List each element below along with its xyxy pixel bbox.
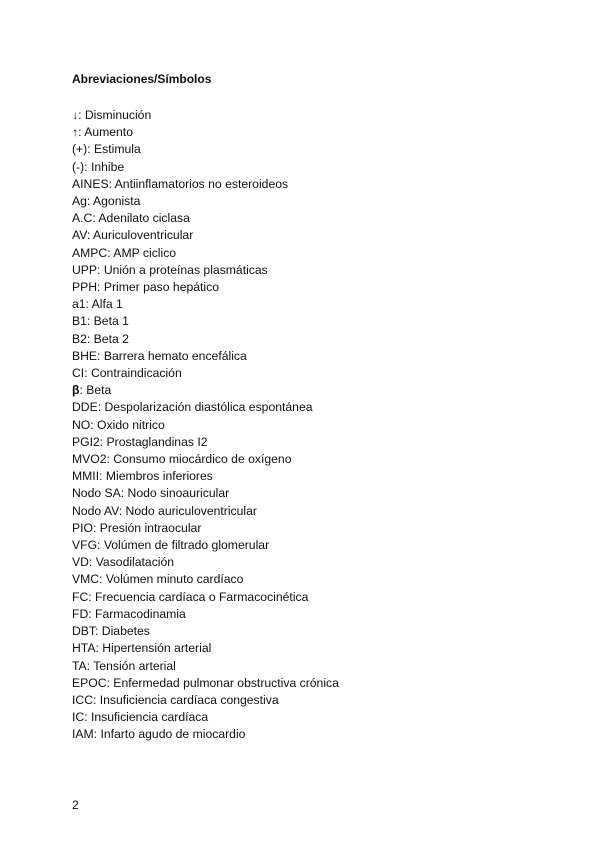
abbreviation-entry: IC: Insuficiencia cardíaca [72,710,209,725]
abbreviation-entry: FC: Frecuencia cardíaca o Farmacocinética [72,589,309,604]
abbreviation-entry: VFG: Volúmen de filtrado glomerular [72,538,270,553]
abbreviation-entry: FD: Farmacodinamia [72,606,186,621]
abbreviation-entry: B1: Beta 1 [72,314,129,329]
abbreviation-entry: DBT: Diabetes [72,624,150,639]
abbreviation-entry: Nodo SA: Nodo sinoauricular [72,486,230,501]
abbreviation-entry: UPP: Unión a proteínas plasmáticas [72,262,268,277]
abbreviation-entry: IAM: Infarto agudo de miocardio [72,727,246,742]
abbreviation-entry: β: Beta [72,383,112,398]
abbreviation-entry: TA: Tensión arterial [72,658,176,673]
abbreviation-entry: ↑: Aumento [72,125,133,140]
abbreviation-list [72,107,339,744]
abbreviation-entry: HTA: Hipertensión arterial [72,641,212,656]
page-number: 2 [72,798,79,812]
abbreviation-entry: ↓: Disminución [72,108,152,122]
abbreviation-entry: BHE: Barrera hemato encefálica [72,348,247,363]
abbreviation-entry: VMC: Volúmen minuto cardíaco [72,572,244,587]
abbreviation-entry: PPH: Primer paso hepático [72,280,219,295]
abbreviation-entry: VD: Vasodilatación [72,555,175,570]
abbreviation-entry: AV: Auriculoventricular [72,228,194,243]
abbreviation-entry: a1: Alfa 1 [72,297,123,312]
abbreviation-entry: AMPC: AMP ciclico [72,245,177,260]
abbreviation-entry: AINES: Antiinflamatorios no esteroideos [72,176,289,191]
abbreviation-entry: CI: Contraindicación [72,366,182,381]
abbreviation-entry: EPOC: Enfermedad pulmonar obstructiva crónica [72,675,339,690]
abbreviation-entry: A.C: Adenilato ciclasa [72,211,190,226]
page-title: Abreviaciones/Símbolos [72,72,212,86]
abbreviation-entry: (+): Estimula [72,142,141,157]
abbreviation-entry: PGI2: Prostaglandinas I2 [72,434,208,449]
abbreviation-entry: Ag: Agonista [72,194,141,209]
abbreviation-entry: MVO2: Consumo miocárdico de oxígeno [72,452,292,467]
abbreviation-entry: MMII: Miembros inferiores [72,469,213,484]
abbreviation-entry: DDE: Despolarización diastólica espontánea [72,400,313,415]
abbreviation-entry: Nodo AV: Nodo auriculoventricular [72,503,257,518]
abbreviation-entry: NO: Oxido nitrico [72,417,165,432]
abbreviation-entry: (-): Inhibe [72,159,125,174]
abbreviation-entry: B2: Beta 2 [72,331,129,346]
abbreviation-entry: ICC: Insuficiencia cardíaca congestiva [72,692,279,707]
abbreviation-entry: PIO: Presión intraocular [72,520,202,535]
